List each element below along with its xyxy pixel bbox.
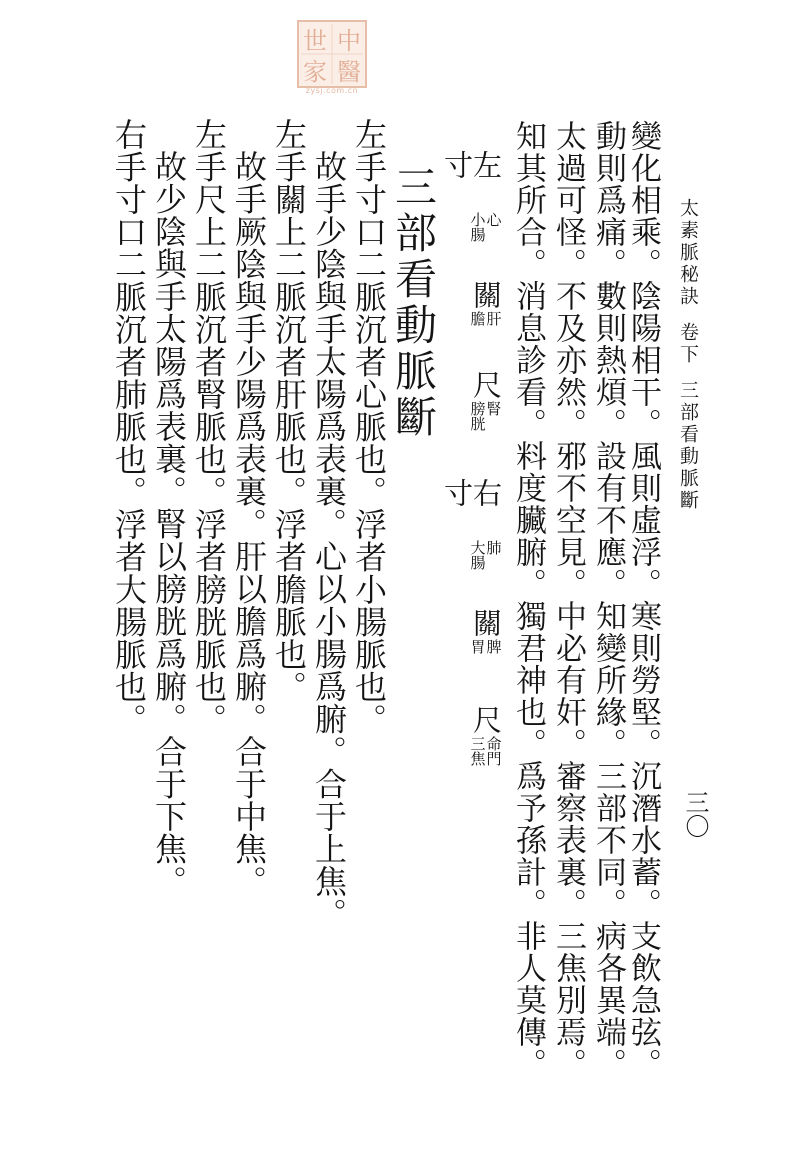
pulse-label: 左寸 (440, 150, 503, 179)
body-column: 故手厥陰與手少陽爲表裏。肝以膽爲腑。合于中焦。 (230, 150, 268, 898)
pulse-label: 尺 (469, 705, 503, 734)
section-heading: 三部看動脈斷 (389, 165, 438, 441)
body-column: 左手尺上二脈沉者腎脈也。浮者膀胱脈也。 (190, 118, 228, 736)
body-column: 故少陰與手太陽爲表裏。腎以膀胱爲腑。合于下焦。 (150, 150, 188, 898)
pulse-label: 關 (469, 608, 503, 637)
poem-column: 變化相乘。陰陽相干。風則虛浮。寒則勞堅。沉潛水蓄。支飲急弦。 (625, 120, 661, 1080)
body-column: 故手少陰與手太陽爲表裏。心以小腸爲腑。合于上焦。 (310, 150, 348, 930)
organ-annotation: 脾 胃 (468, 639, 503, 654)
organ-annotation: 肝 膽 (468, 311, 503, 326)
poem-column: 知其所合。消息診看。料度臟腑。獨君神也。爲予孫計。非人莫傳。 (510, 120, 546, 1080)
pulse-label: 右寸 (440, 478, 503, 507)
poem-column: 動則爲痛。數則熱煩。設有不應。知變所緣。三部不同。病各異端。 (590, 120, 626, 1080)
svg-text:中: 中 (337, 27, 361, 55)
running-section-title: 三部看動脈斷 (677, 380, 699, 512)
organ-annotation: 命門 三焦 (468, 736, 503, 766)
svg-text:醫: 醫 (337, 58, 361, 86)
volume-label: 卷下 (677, 322, 699, 366)
pulse-label: 尺 (469, 370, 503, 399)
running-head (678, 198, 697, 512)
svg-text:家: 家 (303, 58, 327, 86)
organ-annotation: 心 小腸 (468, 212, 503, 242)
pulse-label: 關 (469, 280, 503, 309)
organ-annotation: 腎 膀胱 (468, 401, 503, 431)
seal-watermark (297, 20, 367, 88)
body-column: 左手寸口二脈沉者心脈也。浮者小腸脈也。 (350, 118, 388, 736)
body-column: 右手寸口二脈沉者肺脈也。浮者大腸脈也。 (110, 118, 148, 736)
organ-annotation: 肺 大腸 (468, 540, 503, 570)
svg-text:世: 世 (303, 27, 327, 55)
book-title: 太素脈秘訣 (677, 198, 699, 308)
watermark-url: zysj.com.cn (305, 86, 359, 95)
body-column: 左手關上二脈沉者肝脈也。浮者膽脈也。 (270, 118, 308, 703)
page-number: 三〇 (681, 790, 709, 838)
poem-column: 太過可怪。不及亦然。邪不空見。中必有奸。審察表裏。三焦別焉。 (550, 120, 586, 1080)
